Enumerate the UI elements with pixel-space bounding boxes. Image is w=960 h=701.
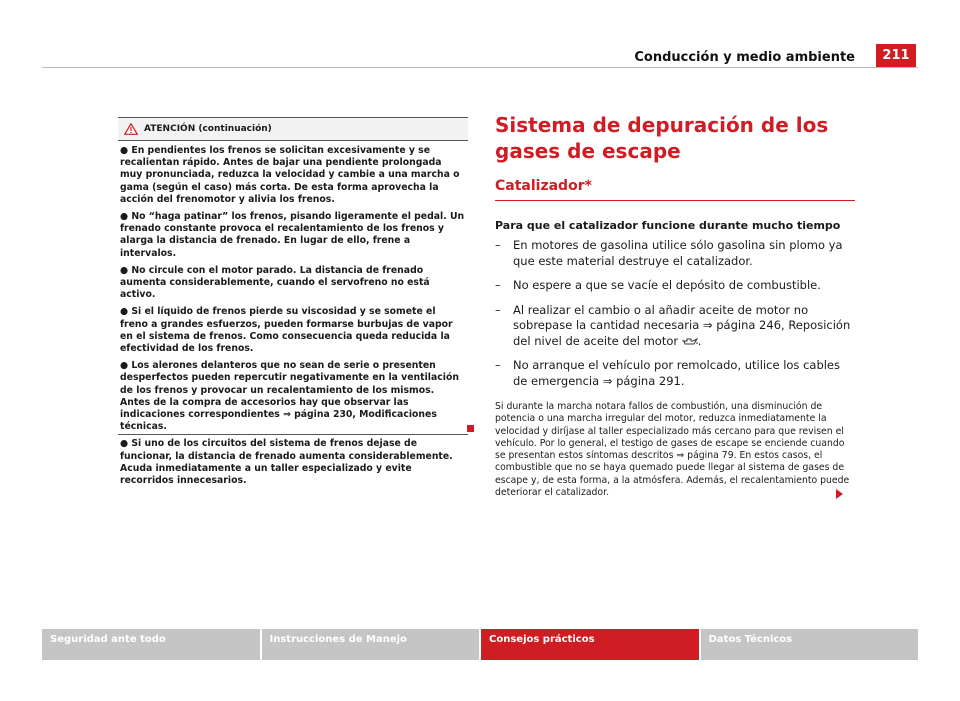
warning-item: ● En pendientes los frenos se solicitan excesivamente y se recalientan rápido. Antes de bajar una pendiente prolongada muy pronunciada, reduzca la velocidad y cambie a una marcha o gama (según el caso) más corta. De esta forma aprovecha la acción del frenomotor y alivia los frenos. xyxy=(120,145,460,205)
list-item xyxy=(495,303,855,350)
list-dash: – xyxy=(495,358,501,372)
procedure-title: Para que el catalizador funcione durante mucho tiempo xyxy=(495,219,841,232)
continue-arrow-icon xyxy=(836,489,843,499)
warning-triangle-icon xyxy=(124,123,138,135)
warning-item: ● Si el líquido de frenos pierde su viscosidad y se somete el freno a grandes esfuerzos, pueden formarse burbujas de vapor en el sistema de frenos. Como consecuencia queda reducida la efectividad de los frenos. xyxy=(120,306,453,355)
warning-item: ● Si uno de los circuitos del sistema de frenos dejase de funcionar, la distancia de frenado aumenta considerablemente. Acuda inmediatamente a un taller especializado y evite recorridos innecesarios. xyxy=(120,438,453,487)
list-item xyxy=(495,238,855,269)
header-divider xyxy=(42,67,918,68)
warning-heading-text: ATENCIÓN (continuación) xyxy=(144,124,272,134)
warning-heading xyxy=(118,117,468,141)
warning-body xyxy=(118,141,468,498)
list-item-text: No arranque el vehículo por remolcado, utilice los cables de emergencia ⇒ página 291. xyxy=(513,358,841,388)
list-item-text: En motores de gasolina utilice sólo gasolina sin plomo ya que este material destruye el catalizador. xyxy=(513,238,843,268)
warning-item: ● No circule con el motor parado. La distancia de frenado aumenta considerablemente, cuando el servofreno no está activo. xyxy=(120,264,430,301)
tab-seguridad[interactable]: Seguridad ante todo xyxy=(42,629,260,660)
warning-box xyxy=(118,117,468,498)
warning-bottom-rule xyxy=(118,434,468,435)
section-title: Sistema de depuración de los gases de escape xyxy=(495,113,829,163)
list-item xyxy=(495,358,855,389)
list-item-text: No espere a que se vacíe el depósito de combustible. xyxy=(513,278,821,292)
chapter-title: Conducción y medio ambiente xyxy=(634,50,855,65)
tab-instrucciones[interactable]: Instrucciones de Manejo xyxy=(262,629,480,660)
oil-can-icon xyxy=(682,337,698,346)
procedure-steps xyxy=(495,238,855,389)
warning-item: ● No “haga patinar” los frenos, pisando ligeramente el pedal. Un frenado constante provoca el recalentamiento de los frenos y alarga la distancia de frenado. En lugar de ello, frene a intervalos. xyxy=(120,211,465,259)
tab-consejos[interactable]: Consejos prácticos xyxy=(481,629,699,660)
list-dash: – xyxy=(495,238,501,252)
end-of-section-marker xyxy=(467,425,474,432)
body-paragraph: Si durante la marcha notara fallos de combustión, una disminución de potencia o una marcha irregular del motor, reduzca inmediatamente la velocidad y diríjase al taller especializado más cercano para que revisen el vehículo. Por lo general, el testigo de gases de escape se enciende cuando se presentan estos síntomas descritos ⇒ página 79. En estos casos, el combustible que no se haya quemado puede llegar al sistema de gases de escape y, de esta forma, a la atmósfera. Además, el recalentamiento puede deteriorar el catalizador. xyxy=(495,401,850,499)
page-number: 211 xyxy=(876,44,916,68)
list-item-text: Al realizar el cambio o al añadir aceite de motor no sobrepase la cantidad necesaria ⇒ página 246, Reposición del nivel de aceite del motor xyxy=(513,302,851,348)
list-item-end: . xyxy=(697,333,702,348)
list-item xyxy=(495,278,855,294)
warning-item: ● Los alerones delanteros que no sean de serie o presenten desperfectos pueden repercutir negativamente en la ventilación de los frenos y provocar un recalentamiento de los mismos. Antes de la compra de accesorios hay que observar las indicaciones correspondientes ⇒ página 230, Modificaciones técnicas. xyxy=(120,360,459,433)
list-dash: – xyxy=(495,278,501,292)
subtitle-rule xyxy=(495,200,855,201)
section-subtitle: Catalizador* xyxy=(495,178,592,194)
catalyst-section xyxy=(495,112,855,499)
tab-datos-tecnicos[interactable]: Datos Técnicos xyxy=(701,629,919,660)
chapter-tabs xyxy=(42,629,918,660)
list-dash: – xyxy=(495,302,501,317)
